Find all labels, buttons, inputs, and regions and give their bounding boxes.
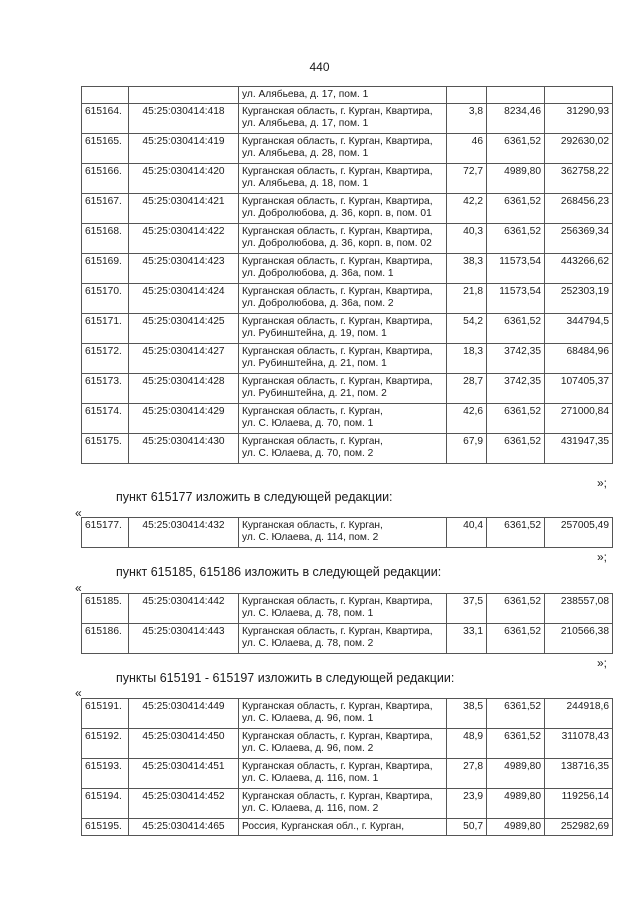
cadastral-number — [129, 87, 239, 104]
area-value: 28,7 — [447, 374, 487, 404]
registry-table-3 — [81, 593, 613, 654]
item-number: 615185. — [82, 594, 129, 624]
unit-price-value: 3742,35 — [487, 374, 545, 404]
address-line-2: ул. С. Юлаева, д. 116, пом. 2 — [242, 803, 379, 814]
amendment-instruction: пункты 615191 - 615197 изложить в следующей редакции: — [116, 671, 455, 685]
unit-price-value: 6361,52 — [487, 404, 545, 434]
unit-price-value: 6361,52 — [487, 699, 545, 729]
cadastral-number: 45:25:030414:450 — [129, 729, 239, 759]
address-line-2: ул. С. Юлаева, д. 78, пом. 1 — [242, 608, 374, 619]
unit-price-value: 8234,46 — [487, 104, 545, 134]
cadastral-number: 45:25:030414:452 — [129, 789, 239, 819]
cadastral-value: 210566,38 — [545, 624, 613, 654]
area-value: 50,7 — [447, 819, 487, 836]
address-line-1: Курганская область, г. Курган, Квартира, — [242, 376, 433, 387]
cadastral-number: 45:25:030414:427 — [129, 344, 239, 374]
cadastral-number: 45:25:030414:451 — [129, 759, 239, 789]
address-line-2: ул. Алябьева, д. 18, пом. 1 — [242, 178, 369, 189]
cadastral-value: 252303,19 — [545, 284, 613, 314]
item-number: 615186. — [82, 624, 129, 654]
address — [239, 134, 447, 164]
address-line-1: Курганская область, г. Курган, Квартира, — [242, 196, 433, 207]
area-value: 42,6 — [447, 404, 487, 434]
cadastral-value: 268456,23 — [545, 194, 613, 224]
item-number: 615192. — [82, 729, 129, 759]
table-row — [82, 729, 613, 759]
unit-price-value: 6361,52 — [487, 194, 545, 224]
address — [239, 374, 447, 404]
cadastral-number: 45:25:030414:423 — [129, 254, 239, 284]
address-line-2: ул. Алябьева, д. 28, пом. 1 — [242, 148, 369, 159]
unit-price-value: 4989,80 — [487, 789, 545, 819]
unit-price-value: 6361,52 — [487, 518, 545, 548]
amendment-instruction: пункт 615185, 615186 изложить в следующей редакции: — [116, 565, 442, 579]
unit-price-value: 6361,52 — [487, 594, 545, 624]
area-value: 37,5 — [447, 594, 487, 624]
cadastral-number: 45:25:030414:421 — [129, 194, 239, 224]
address — [239, 594, 447, 624]
unit-price-value: 6361,52 — [487, 134, 545, 164]
item-number: 615193. — [82, 759, 129, 789]
item-number: 615172. — [82, 344, 129, 374]
address-line-2: ул. С. Юлаева, д. 96, пом. 1 — [242, 713, 374, 724]
cadastral-number: 45:25:030414:419 — [129, 134, 239, 164]
opening-quote: « — [75, 581, 82, 595]
item-number: 615194. — [82, 789, 129, 819]
cadastral-value — [545, 87, 613, 104]
cadastral-number: 45:25:030414:432 — [129, 518, 239, 548]
table-row — [82, 284, 613, 314]
cadastral-value: 68484,96 — [545, 344, 613, 374]
item-number: 615164. — [82, 104, 129, 134]
address-line-1: Курганская область, г. Курган, — [242, 520, 383, 531]
table-row — [82, 224, 613, 254]
address-line-2: ул. Добролюбова, д. 36а, пом. 1 — [242, 268, 394, 279]
table-row — [82, 434, 613, 464]
address-line-2: ул. С. Юлаева, д. 70, пом. 1 — [242, 418, 374, 429]
table-row — [82, 314, 613, 344]
table-row — [82, 87, 613, 104]
cadastral-number: 45:25:030414:449 — [129, 699, 239, 729]
item-number: 615175. — [82, 434, 129, 464]
cadastral-number: 45:25:030414:429 — [129, 404, 239, 434]
item-number: 615167. — [82, 194, 129, 224]
table-row — [82, 789, 613, 819]
address-line-1: ул. Алябьева, д. 17, пом. 1 — [242, 89, 369, 100]
unit-price-value: 6361,52 — [487, 434, 545, 464]
cadastral-number: 45:25:030414:424 — [129, 284, 239, 314]
unit-price-value: 6361,52 — [487, 624, 545, 654]
cadastral-value: 31290,93 — [545, 104, 613, 134]
address-line-1: Курганская область, г. Курган, Квартира, — [242, 731, 433, 742]
address-line-1: Курганская область, г. Курган, — [242, 436, 383, 447]
area-value: 72,7 — [447, 164, 487, 194]
cadastral-number: 45:25:030414:425 — [129, 314, 239, 344]
item-number: 615165. — [82, 134, 129, 164]
table-row — [82, 594, 613, 624]
item-number: 615195. — [82, 819, 129, 836]
cadastral-value: 138716,35 — [545, 759, 613, 789]
item-number: 615177. — [82, 518, 129, 548]
item-number: 615191. — [82, 699, 129, 729]
opening-quote: « — [75, 686, 82, 700]
cadastral-value: 271000,84 — [545, 404, 613, 434]
area-value: 48,9 — [447, 729, 487, 759]
area-value: 21,8 — [447, 284, 487, 314]
area-value: 40,3 — [447, 224, 487, 254]
address — [239, 87, 447, 104]
address-line-2: ул. С. Юлаева, д. 96, пом. 2 — [242, 743, 374, 754]
address-line-2: ул. С. Юлаева, д. 78, пом. 2 — [242, 638, 374, 649]
table-row — [82, 104, 613, 134]
address — [239, 729, 447, 759]
area-value: 38,5 — [447, 699, 487, 729]
address-line-1: Курганская область, г. Курган, Квартира, — [242, 626, 433, 637]
area-value: 33,1 — [447, 624, 487, 654]
item-number: 615171. — [82, 314, 129, 344]
cadastral-value: 431947,35 — [545, 434, 613, 464]
address-line-2: ул. Добролюбова, д. 36, корп. в, пом. 01 — [242, 208, 432, 219]
unit-price-value: 4989,80 — [487, 759, 545, 789]
address-line-2: ул. Рубинштейна, д. 21, пом. 2 — [242, 388, 387, 399]
area-value: 67,9 — [447, 434, 487, 464]
unit-price-value: 3742,35 — [487, 344, 545, 374]
address — [239, 224, 447, 254]
cadastral-value: 244918,6 — [545, 699, 613, 729]
area-value: 38,3 — [447, 254, 487, 284]
address-line-1: Россия, Курганская обл., г. Курган, — [242, 821, 405, 832]
cadastral-value: 292630,02 — [545, 134, 613, 164]
cadastral-value: 252982,69 — [545, 819, 613, 836]
unit-price-value: 4989,80 — [487, 819, 545, 836]
address — [239, 699, 447, 729]
cadastral-number: 45:25:030414:420 — [129, 164, 239, 194]
item-number: 615166. — [82, 164, 129, 194]
address-line-2: ул. Добролюбова, д. 36а, пом. 2 — [242, 298, 394, 309]
address-line-1: Курганская область, г. Курган, Квартира, — [242, 166, 433, 177]
item-number: 615170. — [82, 284, 129, 314]
address-line-2: ул. С. Юлаева, д. 114, пом. 2 — [242, 532, 379, 543]
address — [239, 518, 447, 548]
table-row — [82, 344, 613, 374]
item-number: 615173. — [82, 374, 129, 404]
address-line-2: ул. Рубинштейна, д. 19, пом. 1 — [242, 328, 387, 339]
address-line-1: Курганская область, г. Курган, Квартира, — [242, 256, 433, 267]
table-row — [82, 254, 613, 284]
address — [239, 314, 447, 344]
area-value: 40,4 — [447, 518, 487, 548]
address-line-1: Курганская область, г. Курган, Квартира, — [242, 791, 433, 802]
address-line-1: Курганская область, г. Курган, Квартира, — [242, 596, 433, 607]
address-line-2: ул. С. Юлаева, д. 116, пом. 1 — [242, 773, 379, 784]
address-line-1: Курганская область, г. Курган, Квартира, — [242, 136, 433, 147]
cadastral-value: 119256,14 — [545, 789, 613, 819]
address-line-1: Курганская область, г. Курган, Квартира, — [242, 226, 433, 237]
area-value — [447, 87, 487, 104]
area-value: 27,8 — [447, 759, 487, 789]
table-row — [82, 164, 613, 194]
cadastral-value: 362758,22 — [545, 164, 613, 194]
address — [239, 104, 447, 134]
address-line-1: Курганская область, г. Курган, Квартира, — [242, 106, 433, 117]
unit-price-value: 4989,80 — [487, 164, 545, 194]
address-line-2: ул. Рубинштейна, д. 21, пом. 1 — [242, 358, 387, 369]
address-line-2: ул. Алябьева, д. 17, пом. 1 — [242, 118, 369, 129]
item-number — [82, 87, 129, 104]
address-line-2: ул. С. Юлаева, д. 70, пом. 2 — [242, 448, 374, 459]
area-value: 54,2 — [447, 314, 487, 344]
cadastral-value: 443266,62 — [545, 254, 613, 284]
unit-price-value: 6361,52 — [487, 729, 545, 759]
table-row — [82, 624, 613, 654]
item-number: 615168. — [82, 224, 129, 254]
address — [239, 254, 447, 284]
cadastral-number: 45:25:030414:428 — [129, 374, 239, 404]
cadastral-value: 311078,43 — [545, 729, 613, 759]
area-value: 46 — [447, 134, 487, 164]
area-value: 18,3 — [447, 344, 487, 374]
table-row — [82, 819, 613, 836]
opening-quote: « — [75, 506, 82, 520]
table-row — [82, 404, 613, 434]
address — [239, 344, 447, 374]
cadastral-value: 107405,37 — [545, 374, 613, 404]
address-line-1: Курганская область, г. Курган, Квартира, — [242, 701, 433, 712]
cadastral-number: 45:25:030414:443 — [129, 624, 239, 654]
cadastral-value: 257005,49 — [545, 518, 613, 548]
cadastral-value: 344794,5 — [545, 314, 613, 344]
address — [239, 164, 447, 194]
item-number: 615174. — [82, 404, 129, 434]
table-row — [82, 194, 613, 224]
address-line-1: Курганская область, г. Курган, Квартира, — [242, 346, 433, 357]
cadastral-value: 256369,34 — [545, 224, 613, 254]
address — [239, 194, 447, 224]
address — [239, 624, 447, 654]
table-row — [82, 518, 613, 548]
address-line-1: Курганская область, г. Курган, Квартира, — [242, 286, 433, 297]
address — [239, 404, 447, 434]
address — [239, 819, 447, 836]
unit-price-value: 6361,52 — [487, 224, 545, 254]
cadastral-number: 45:25:030414:465 — [129, 819, 239, 836]
cadastral-number: 45:25:030414:442 — [129, 594, 239, 624]
area-value: 3,8 — [447, 104, 487, 134]
area-value: 42,2 — [447, 194, 487, 224]
address — [239, 434, 447, 464]
amendment-instruction: пункт 615177 изложить в следующей редакции: — [116, 490, 393, 504]
table-row — [82, 759, 613, 789]
closing-quote: »; — [596, 476, 607, 490]
address-line-2: ул. Добролюбова, д. 36, корп. в, пом. 02 — [242, 238, 432, 249]
cadastral-number: 45:25:030414:422 — [129, 224, 239, 254]
address — [239, 284, 447, 314]
address-line-1: Курганская область, г. Курган, Квартира, — [242, 761, 433, 772]
registry-table-4 — [81, 698, 613, 836]
cadastral-value: 238557,08 — [545, 594, 613, 624]
closing-quote: »; — [596, 550, 607, 564]
unit-price-value: 6361,52 — [487, 314, 545, 344]
registry-table-2 — [81, 517, 613, 548]
page-number: 440 — [309, 60, 330, 74]
address-line-1: Курганская область, г. Курган, — [242, 406, 383, 417]
unit-price-value — [487, 87, 545, 104]
table-row — [82, 134, 613, 164]
cadastral-number: 45:25:030414:430 — [129, 434, 239, 464]
table-row — [82, 374, 613, 404]
registry-table-1 — [81, 86, 613, 464]
item-number: 615169. — [82, 254, 129, 284]
closing-quote: »; — [596, 656, 607, 670]
unit-price-value: 11573,54 — [487, 284, 545, 314]
area-value: 23,9 — [447, 789, 487, 819]
address-line-1: Курганская область, г. Курган, Квартира, — [242, 316, 433, 327]
unit-price-value: 11573,54 — [487, 254, 545, 284]
cadastral-number: 45:25:030414:418 — [129, 104, 239, 134]
address — [239, 789, 447, 819]
address — [239, 759, 447, 789]
table-row — [82, 699, 613, 729]
